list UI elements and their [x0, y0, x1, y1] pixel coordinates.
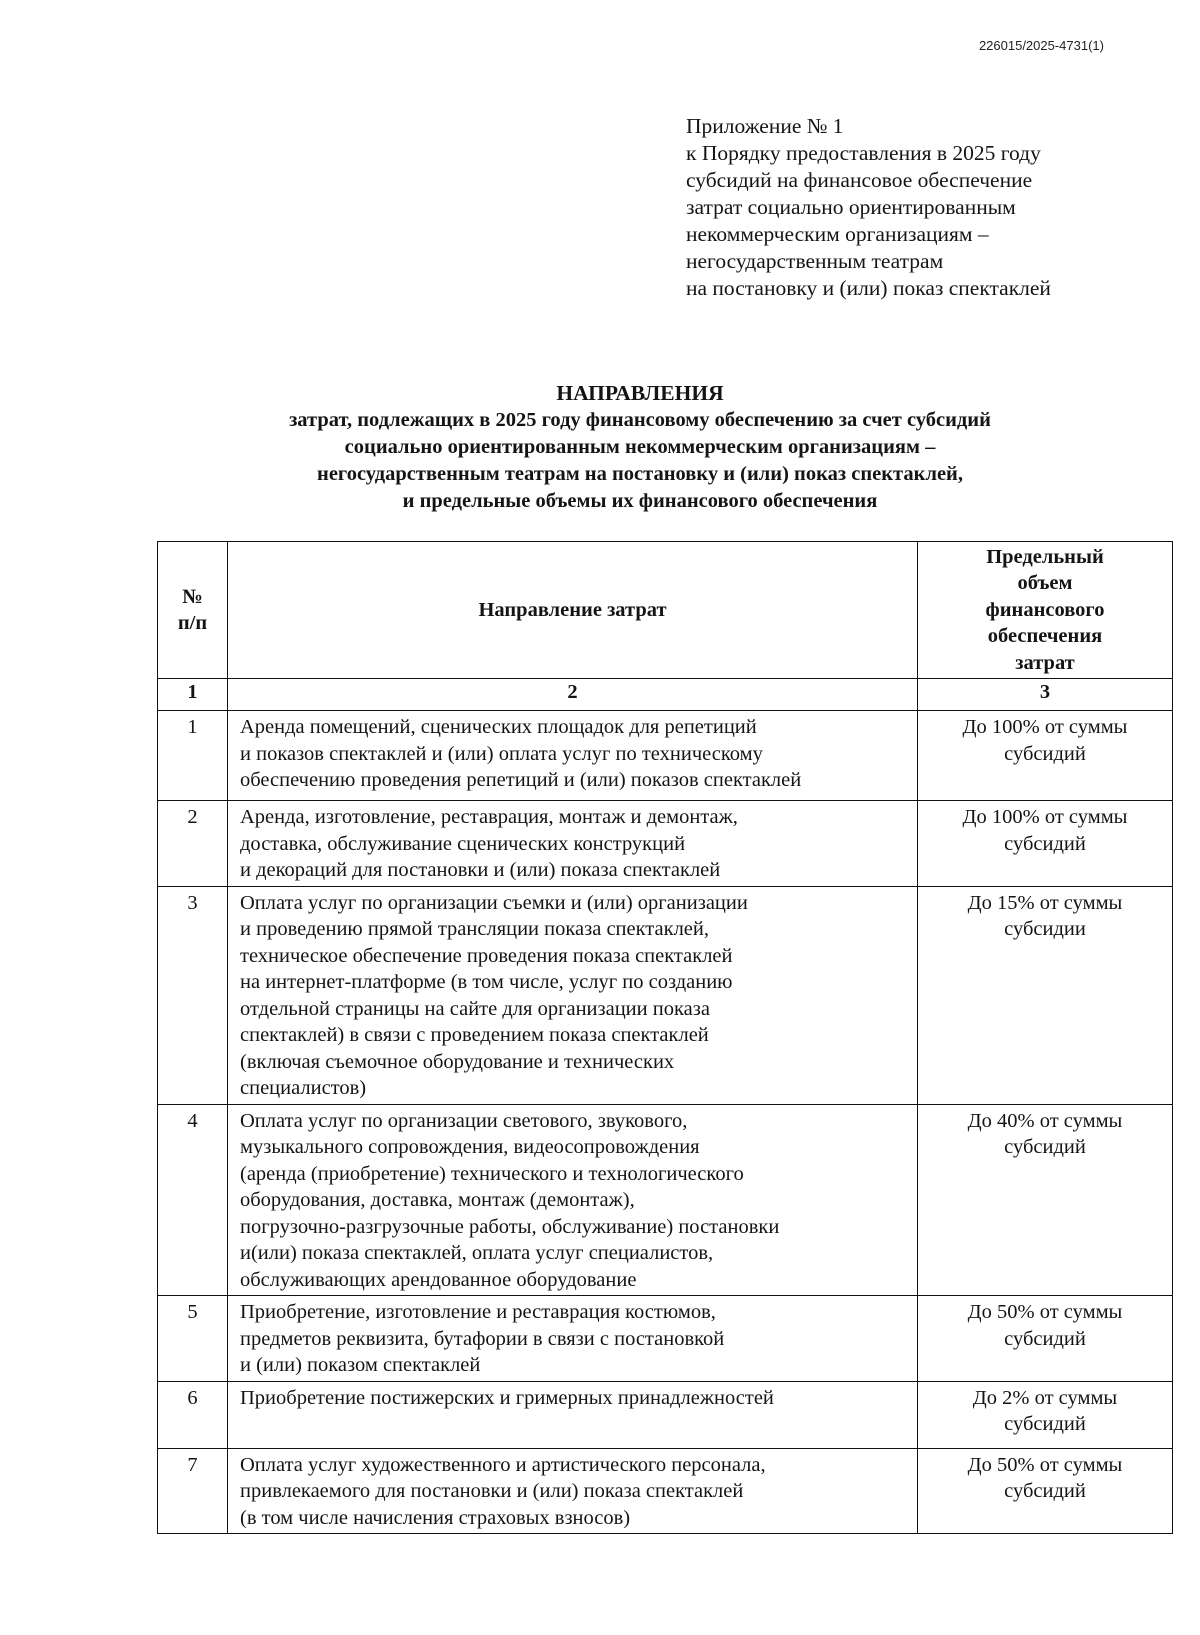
header-limit-line: финансового [985, 598, 1105, 621]
direction-line: отдельной страницы на сайте для организации показа [240, 997, 710, 1020]
direction-line: (аренда (приобретение) технического и технологического [240, 1162, 744, 1185]
appendix-line: негосударственным театрам [686, 249, 944, 273]
row-number: 4 [158, 1104, 228, 1296]
limit-line: субсидий [1004, 742, 1086, 765]
limit-line: субсидий [1004, 1413, 1086, 1435]
cost-directions-table [157, 541, 1173, 1534]
direction-line: Аренда, изготовление, реставрация, монтаж и демонтаж, [240, 806, 738, 828]
direction-line: Приобретение, изготовление и реставрация костюмов, [240, 1301, 716, 1323]
direction-line: обеспечению проведения репетиций и (или) показов спектаклей [240, 769, 802, 791]
row-number: 6 [158, 1381, 228, 1448]
row-direction [228, 801, 918, 887]
table-header-row [158, 542, 1173, 679]
direction-line: (в том числе начисления страховых взносов) [240, 1506, 631, 1529]
row-number: 2 [158, 801, 228, 887]
direction-line: техническое обеспечение проведения показа спектаклей [240, 944, 733, 967]
table-row [158, 1296, 1173, 1382]
header-number-line: № [182, 585, 203, 608]
direction-line: и(или) показа спектаклей, оплата услуг специалистов, [240, 1242, 714, 1264]
direction-line: доставка, обслуживание сценических конструкций [240, 832, 686, 855]
limit-line: До 40% от суммы [967, 1109, 1123, 1132]
table-row [158, 1448, 1173, 1534]
header-limit-line: объем [1017, 572, 1073, 595]
table-row [158, 886, 1173, 1104]
direction-line: специалистов) [240, 1077, 367, 1099]
appendix-line: к Порядку предоставления в 2025 году [686, 141, 1041, 165]
row-limit [918, 1448, 1173, 1534]
limit-line: До 50% от суммы [967, 1453, 1123, 1476]
row-direction [228, 1296, 918, 1382]
direction-line: спектаклей) в связи с проведением показа спектаклей [240, 1024, 709, 1046]
limit-line: До 100% от суммы [962, 806, 1128, 828]
direction-line: Оплата услуг по организации светового, звукового, [240, 1109, 688, 1132]
row-number: 7 [158, 1448, 228, 1534]
column-number: 2 [228, 679, 918, 711]
row-number: 5 [158, 1296, 228, 1382]
row-limit [918, 1296, 1173, 1382]
document-heading [0, 380, 1200, 515]
appendix-line: некоммерческим организациям – [686, 222, 989, 246]
row-direction [228, 711, 918, 801]
direction-line: Оплата услуг художественного и артистического персонала, [240, 1453, 766, 1476]
subtitle-line: негосударственным театрам на постановку и (или) показ спектаклей, [317, 463, 963, 485]
table-row [158, 1381, 1173, 1448]
limit-line: До 50% от суммы [967, 1301, 1123, 1323]
header-limit-line: обеспечения [987, 625, 1103, 648]
row-limit [918, 801, 1173, 887]
header-number-line: п/п [177, 612, 208, 634]
direction-line: погрузочно-разгрузочные работы, обслуживание) постановки [240, 1215, 780, 1238]
document-id: 226015/2025-4731(1) [978, 38, 1104, 53]
direction-line: оборудования, доставка, монтаж (демонтаж), [240, 1189, 635, 1211]
row-limit [918, 711, 1173, 801]
subtitle-line: затрат, подлежащих в 2025 году финансовому обеспечению за счет субсидий [289, 409, 991, 431]
direction-line: (включая съемочное оборудование и технических [240, 1050, 675, 1073]
limit-line: До 2% от суммы [972, 1386, 1118, 1409]
table-row [158, 711, 1173, 801]
header-limit-line: затрат [1015, 651, 1075, 674]
header-limit-line: Предельный [986, 545, 1104, 568]
row-limit [918, 1381, 1173, 1448]
direction-line: и проведению прямой трансляции показа спектаклей, [240, 918, 709, 940]
table-row [158, 801, 1173, 887]
direction-line: Приобретение постижерских и гримерных принадлежностей [240, 1386, 774, 1409]
limit-line: субсидий [1004, 1480, 1086, 1502]
column-number-row [158, 679, 1173, 711]
direction-line: и декораций для постановки и (или) показа спектаклей [240, 859, 721, 881]
appendix-note [686, 113, 1126, 302]
row-direction [228, 886, 918, 1104]
row-number: 3 [158, 886, 228, 1104]
row-direction [228, 1448, 918, 1534]
direction-line: привлекаемого для постановки и (или) показа спектаклей [240, 1480, 744, 1502]
column-number: 1 [158, 679, 228, 711]
header-limit [918, 542, 1173, 679]
limit-line: До 100% от суммы [962, 716, 1128, 738]
row-limit [918, 1104, 1173, 1296]
appendix-line: на постановку и (или) показ спектаклей [686, 276, 1051, 300]
limit-line: До 15% от суммы [967, 891, 1123, 914]
direction-line: предметов реквизита, бутафории в связи с постановкой [240, 1327, 725, 1350]
row-limit [918, 886, 1173, 1104]
direction-line: на интернет-платформе (в том числе, услуг по созданию [240, 971, 733, 993]
direction-line: Оплата услуг по организации съемки и (или) организации [240, 891, 748, 914]
row-number: 1 [158, 711, 228, 801]
limit-line: субсидий [1004, 1136, 1086, 1158]
column-number: 3 [918, 679, 1173, 711]
row-direction [228, 1381, 918, 1448]
direction-line: и показов спектаклей и (или) оплата услуг по техническому [240, 742, 763, 765]
header-number [158, 542, 228, 679]
subtitle-line: социально ориентированным некоммерческим организациям – [344, 436, 936, 458]
limit-line: субсидий [1004, 832, 1086, 855]
appendix-line: затрат социально ориентированным [686, 195, 1016, 219]
header-direction: Направление затрат [228, 542, 918, 679]
appendix-line: субсидий на финансовое обеспечение [686, 168, 1033, 192]
subtitle-line: и предельные объемы их финансового обеспечения [402, 490, 878, 512]
table-row [158, 1104, 1173, 1296]
limit-line: субсидий [1004, 1327, 1086, 1350]
direction-line: Аренда помещений, сценических площадок для репетиций [240, 716, 757, 738]
appendix-line: Приложение № 1 [686, 114, 844, 138]
direction-line: обслуживающих арендованное оборудование [240, 1268, 637, 1291]
direction-line: музыкального сопровождения, видеосопровождения [240, 1136, 700, 1158]
row-direction [228, 1104, 918, 1296]
limit-line: субсидии [1004, 918, 1086, 940]
direction-line: и (или) показом спектаклей [240, 1354, 481, 1376]
document-title: НАПРАВЛЕНИЯ [556, 381, 724, 405]
